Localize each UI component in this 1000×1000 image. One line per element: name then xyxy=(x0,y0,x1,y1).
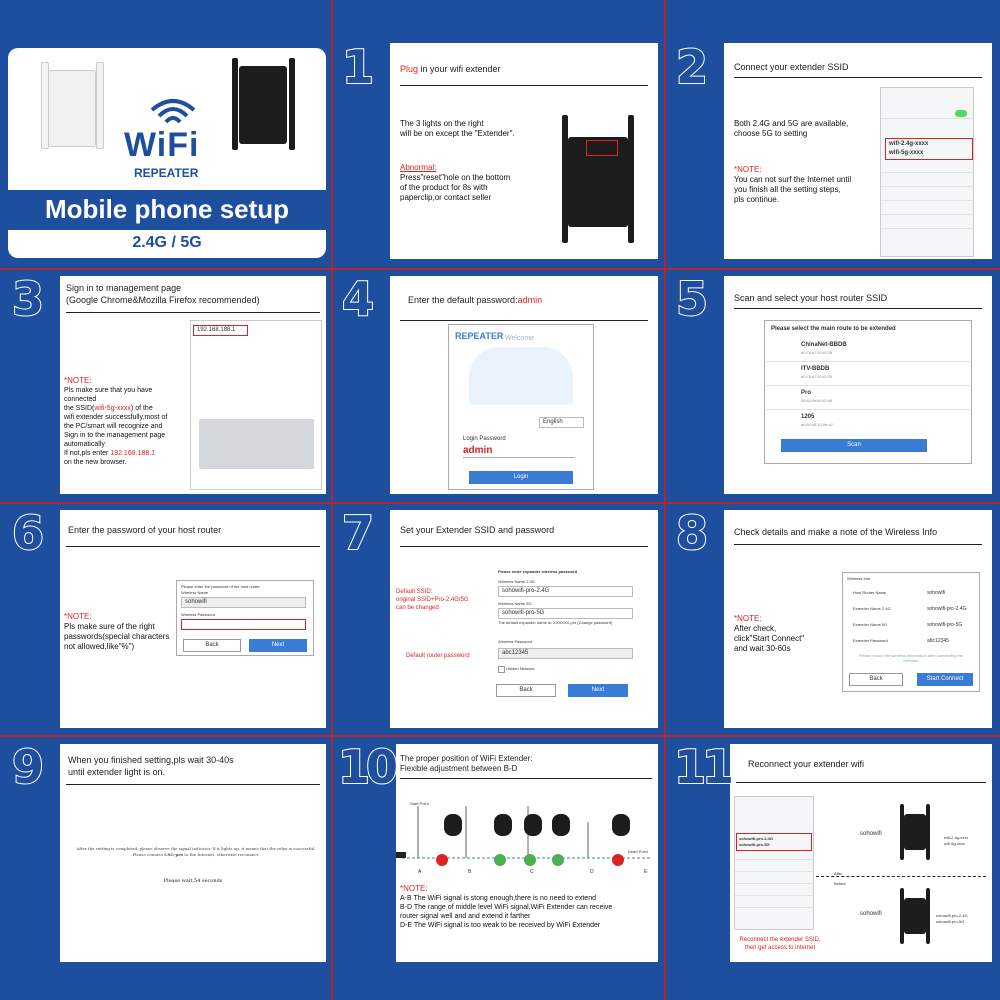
list-divider xyxy=(881,200,973,201)
list-divider xyxy=(735,907,813,908)
start-connect-button[interactable]: Start Connect xyxy=(917,673,973,686)
info-value: sohowifi xyxy=(927,590,946,596)
step-6-note-text: Pls make sure of the right passwords(special characters not allowed,like"%") xyxy=(64,622,170,651)
next-button[interactable]: Next xyxy=(568,684,628,697)
step-2-note-label: *NOTE: xyxy=(734,165,762,174)
wireless-name-label: Wireless Name xyxy=(181,590,209,595)
illustration xyxy=(469,347,573,405)
wifi-toggle[interactable] xyxy=(955,110,967,117)
network-item[interactable] xyxy=(765,385,971,410)
step-2-header: Connect your extender SSID xyxy=(734,62,849,72)
repeater-logo-text: REPEATER xyxy=(134,166,199,180)
step-11-footer: Reconnect the extender SSID, then get access to internet xyxy=(739,937,821,951)
step-1-number: 1 xyxy=(342,40,375,94)
position-diagram xyxy=(396,792,658,876)
browser-url-bar[interactable]: 192.168.188.1 xyxy=(193,325,248,336)
step-3-number: 3 xyxy=(12,272,45,326)
point-b: B xyxy=(468,869,472,875)
step-9-body: After the setting is completed, please observe the signal indicator. If it lights up, it means that the relay is successful. Please connect CSG-pro to the Internet, otherwise reconnect. xyxy=(76,846,316,857)
router-list-title: Please select the main route to be extended xyxy=(771,326,896,332)
info-key: Host Router Name xyxy=(853,590,887,595)
step-3-header: Sign in to management page (Google Chrome&Mozilla Firefox recommended) xyxy=(66,283,260,305)
list-divider xyxy=(735,895,813,896)
dead-point-label: Dead Point xyxy=(628,849,648,854)
step-9-panel xyxy=(60,744,326,962)
back-button[interactable]: Back xyxy=(849,673,903,686)
extender-form-title: Please enter expander wireless password xyxy=(498,569,578,574)
ssid-24-field[interactable]: sohowifi-pro-2.4G xyxy=(498,586,633,597)
step-11-number: 11 xyxy=(674,740,731,794)
step-5-header: Scan and select your host router SSID xyxy=(734,293,888,303)
hidden-network-checkbox[interactable] xyxy=(498,666,505,673)
back-button[interactable]: Back xyxy=(183,639,241,652)
info-key: Extender Name 5G xyxy=(853,622,888,627)
step-7-panel xyxy=(390,510,658,728)
header-rule xyxy=(66,546,320,547)
extender-antenna xyxy=(628,115,634,243)
extender-ssid-24[interactable]: sohowifi-pro-2.4G xyxy=(739,836,773,841)
extender-ssid-5g[interactable]: sohowifi-pro-5G xyxy=(739,842,770,847)
step-2-panel xyxy=(724,43,992,259)
step-10-number: 10 xyxy=(338,740,395,794)
name-24-label: Wireless Name 2.4G xyxy=(498,579,535,584)
ssid-field[interactable]: sohowifi xyxy=(181,597,306,608)
name-5g-label: Wireless Name 5G xyxy=(498,601,532,606)
header-rule xyxy=(400,778,652,779)
step-8-panel xyxy=(724,510,992,728)
language-select[interactable]: English xyxy=(539,417,584,428)
bottom-router-label: sohowifi xyxy=(860,911,882,917)
list-divider xyxy=(735,871,813,872)
info-value: sohowifi-pro-2.4G xyxy=(927,606,967,612)
host-password-form xyxy=(176,580,314,656)
back-button[interactable]: Back xyxy=(496,684,556,697)
step-6-number: 6 xyxy=(12,506,45,560)
ssid-callout: Default SSID: original SSID+Pro-2.4G/5G can be changed xyxy=(396,589,469,611)
header-rule xyxy=(66,784,320,785)
step-11-header: Reconnect your extender wifi xyxy=(748,759,865,769)
before-label: Before xyxy=(834,881,846,886)
header-rule xyxy=(734,544,982,545)
password-input[interactable]: admin xyxy=(463,445,575,458)
wireless-info-title: Wireless Info xyxy=(847,576,871,581)
grid-line xyxy=(0,735,1000,737)
point-c: C xyxy=(530,869,534,875)
next-button[interactable]: Next xyxy=(249,639,307,652)
indicator-lights-highlight xyxy=(586,140,618,156)
step-5-panel xyxy=(724,276,992,494)
phone-browser xyxy=(190,320,322,490)
network-sub: d0:76:e7:01:f0:28 xyxy=(801,350,833,355)
list-divider xyxy=(881,118,973,119)
step-2-body: Both 2.4G and 5G are available, choose 5G to setting xyxy=(734,119,849,138)
step-4-panel xyxy=(390,276,658,494)
network-sub: ac:84:c6:10:0e:a2 xyxy=(801,422,833,427)
info-key: Extender Name 2.4G xyxy=(853,606,891,611)
abnormal-text: Press"reset"hole on the bottom of the product for 8s with paperclip,or contact seller xyxy=(400,173,511,202)
black-extender-antenna xyxy=(289,58,295,150)
info-value: abc12345 xyxy=(927,638,949,644)
black-extender-image xyxy=(239,66,287,144)
start-point-label: Start Point xyxy=(410,801,429,806)
step-10-header: The proper position of WiFi Extender: Flexible adjustment between B-D xyxy=(400,754,533,773)
banner-bands: 2.4G / 5G xyxy=(132,234,202,251)
step-3-note-text: Pls make sure that you have connected the SSID(wifi-5g-xxxx) of the wifi extender successfully,most of the PC/smart will recognize and Sign in to the management page automatically If not,pls enter 192.168.188.1 on the new browser. xyxy=(64,387,168,466)
grid-line xyxy=(331,0,333,1000)
info-key: Extender Password xyxy=(853,638,888,643)
step-7-number: 7 xyxy=(342,506,375,560)
step-9-number: 9 xyxy=(12,740,45,794)
list-divider xyxy=(881,228,973,229)
step-7-header: Set your Extender SSID and password xyxy=(400,525,555,535)
network-name: ChinaNet-BBDB xyxy=(801,342,847,348)
grid-line xyxy=(0,502,1000,504)
info-hint: Please record the wireless information after connecting the extender xyxy=(858,653,964,663)
point-a: A xyxy=(418,869,422,875)
divider-dashed xyxy=(816,876,986,877)
step-4-number: 4 xyxy=(342,272,375,326)
wireless-password-label: Wireless Password xyxy=(498,639,533,644)
wifi-logo-text: WiFi xyxy=(124,126,200,164)
step-8-note-text: After check, click"Start Connect" and wait 30-60s xyxy=(734,624,805,653)
banner-panel xyxy=(8,48,326,258)
repeater-logo: REPEATER xyxy=(455,331,504,341)
extender-image xyxy=(904,814,926,850)
list-divider xyxy=(881,186,973,187)
grid-line xyxy=(0,268,1000,270)
point-e: E xyxy=(644,869,648,875)
step-2-number: 2 xyxy=(676,40,709,94)
network-name: Pro xyxy=(801,390,812,396)
step-9-header: When you finished setting,pls wait 30-40s until extender light is on. xyxy=(68,755,234,777)
step-1-panel xyxy=(390,43,658,259)
step-2-note-text: You can not surf the Internet until you finish all the setting steps, pls continue. xyxy=(734,175,852,204)
list-divider xyxy=(735,859,813,860)
wireless-info-panel xyxy=(842,572,980,692)
after-label: After xyxy=(834,871,843,876)
step-4-header: Enter the default password:admin xyxy=(408,295,543,305)
password-label: Wireless Password xyxy=(181,612,216,617)
list-divider xyxy=(881,172,973,173)
ssid-5g-item[interactable]: wifi-5g-xxxx xyxy=(889,150,924,156)
login-password-label: Login Password xyxy=(463,436,506,442)
white-extender-antenna xyxy=(96,62,104,149)
header-rule xyxy=(734,308,982,309)
header-rule xyxy=(66,312,320,313)
step-3-note-label: *NOTE: xyxy=(64,376,92,385)
extender-antenna xyxy=(926,804,930,860)
phone-wifi-list xyxy=(734,796,814,930)
network-item[interactable] xyxy=(765,361,971,386)
step-6-header: Enter the password of your host router xyxy=(68,525,222,535)
ext-ssid-24: wifi-2.4g-xxxx xyxy=(944,835,969,840)
header-rule xyxy=(400,546,648,547)
header-rule xyxy=(400,320,648,321)
network-sub: d0:76:e7:01:f0:29 xyxy=(801,374,833,379)
step-5-number: 5 xyxy=(676,272,709,326)
white-extender-image xyxy=(48,70,96,147)
network-name: 1205 xyxy=(801,414,815,420)
password-field[interactable] xyxy=(181,619,306,630)
router-label: sohowifi xyxy=(860,831,882,837)
extender-image xyxy=(904,898,926,934)
login-button[interactable]: Login xyxy=(469,471,573,484)
step-3-panel xyxy=(60,276,326,494)
info-value: sohowifi-pro-5G xyxy=(927,622,963,628)
network-name: ITV-BBDB xyxy=(801,366,830,372)
name-hint: The default expander name is: XXXXXX-pro (Change password) xyxy=(498,620,613,625)
point-d: D xyxy=(590,869,594,875)
extender-antenna xyxy=(926,888,930,944)
step-11-panel xyxy=(730,744,992,962)
router-list xyxy=(764,320,972,464)
step-8-number: 8 xyxy=(676,506,709,560)
header-rule xyxy=(734,77,982,78)
step-1-header: Plug in your wifi extender xyxy=(400,64,501,74)
ext-ssid-5g: wifi-5g-xxxx xyxy=(944,841,965,846)
step-6-note-label: *NOTE: xyxy=(64,612,92,621)
extender-password-field[interactable]: abc12345 xyxy=(498,648,633,659)
header-rule xyxy=(400,85,648,86)
list-divider xyxy=(735,883,813,884)
ext2-ssid-5g: sohowifi-pro-5G xyxy=(936,919,965,924)
banner-title: Mobile phone setup xyxy=(44,194,290,224)
step-10-panel xyxy=(396,744,658,962)
step-8-note-label: *NOTE: xyxy=(734,614,762,623)
ssid-5g-field[interactable]: sohowifi-pro-5G xyxy=(498,608,633,619)
network-sub: 38:83:9a:b1:f2:46 xyxy=(801,398,833,403)
step-6-panel xyxy=(60,510,326,728)
welcome-text: Welcome xyxy=(505,335,535,342)
step-10-note-text: A-B The WiFi signal is stong enough,there is no need to extend B-D The range of middle level WiFi signal,WiFi Extender can receive router signal well and and extend it farther D-E The WiFi signal is too weak to be received by WiFi Extender xyxy=(400,895,613,929)
phone-wifi-list xyxy=(880,87,974,257)
network-item[interactable] xyxy=(765,409,971,433)
grid-line xyxy=(664,0,666,1000)
step-10-note-label: *NOTE: xyxy=(400,884,428,893)
abnormal-label: Abnormal: xyxy=(400,163,437,172)
network-item[interactable] xyxy=(765,337,971,362)
ext2-ssid-24: sohowifi-pro-2.4G xyxy=(936,913,968,918)
wait-countdown: Please wait,54 seconds xyxy=(163,878,223,884)
password-callout: Default router password xyxy=(406,653,470,659)
black-extender-antenna xyxy=(232,58,238,150)
header-rule xyxy=(736,782,986,783)
scan-button[interactable]: Scan xyxy=(781,439,927,452)
list-divider xyxy=(881,214,973,215)
ssid-24-item[interactable]: wifi-2.4g-xxxx xyxy=(889,141,929,147)
step-8-header: Check details and make a note of the Wireless Info xyxy=(734,527,938,537)
login-page xyxy=(448,324,594,490)
wifi-signal-icon xyxy=(148,96,198,126)
form-title: Please enter the password of the host router xyxy=(181,584,260,589)
step-1-body: The 3 lights on the right will be on except the "Extender". xyxy=(400,119,515,138)
hidden-network-label: Hidden Network xyxy=(506,666,535,671)
keyboard xyxy=(199,419,314,469)
